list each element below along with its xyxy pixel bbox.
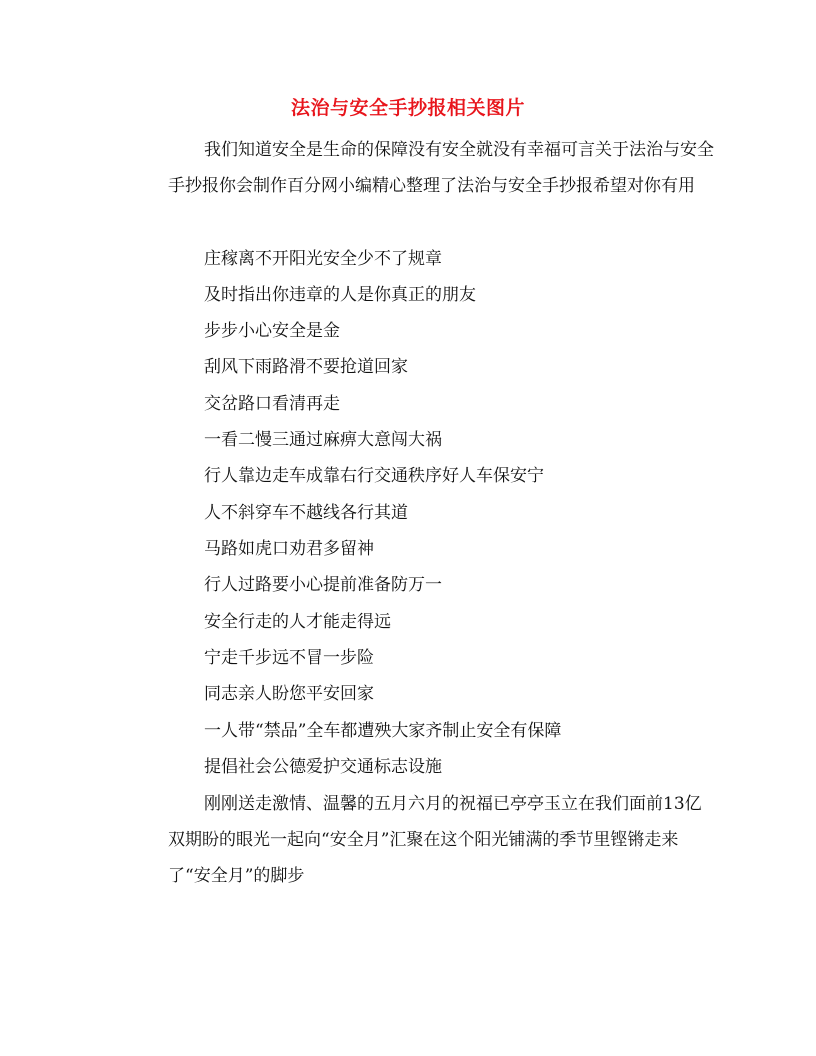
slogan-line: 马路如虎口劝君多留神 (204, 539, 374, 559)
slogan-line: 安全行走的人才能走得远 (204, 612, 391, 632)
slogan-line: 宁走千步远不冒一步险 (204, 648, 374, 668)
closing-paragraph: 刚刚送走激情、温馨的五月六月的祝福已亭亭玉立在我们面前13亿双期盼的眼光一起向“安全月”汇聚在这个阳光铺满的季节里铿锵走来了“安全月”的脚步 (168, 794, 702, 886)
slogan-line: 刮风下雨路滑不要抢道回家 (204, 357, 408, 377)
slogan-line: 同志亲人盼您平安回家 (204, 684, 374, 704)
slogan-line: 一看二慢三通过麻痹大意闯大祸 (204, 430, 442, 450)
slogan-line: 行人靠边走车成靠右行交通秩序好人车保安宁 (204, 466, 544, 486)
document-title: 法治与安全手抄报相关图片 (290, 97, 525, 119)
slogan-line: 行人过路要小心提前准备防万一 (204, 575, 442, 595)
slogan-line: 步步小心安全是金 (204, 321, 340, 341)
slogan-line: 一人带“禁品”全车都遭殃大家齐制止安全有保障 (204, 721, 562, 741)
slogan-line: 交岔路口看清再走 (204, 394, 340, 414)
slogan-line: 庄稼离不开阳光安全少不了规章 (204, 249, 442, 269)
slogan-line: 提倡社会公德爱护交通标志设施 (204, 757, 442, 777)
slogan-line: 及时指出你违章的人是你真正的朋友 (204, 285, 476, 305)
intro-paragraph: 我们知道安全是生命的保障没有安全就没有幸福可言关于法治与安全手抄报你会制作百分网小编精心整理了法治与安全手抄报希望对你有用 (168, 140, 714, 196)
slogan-line: 人不斜穿车不越线各行其道 (204, 503, 408, 523)
